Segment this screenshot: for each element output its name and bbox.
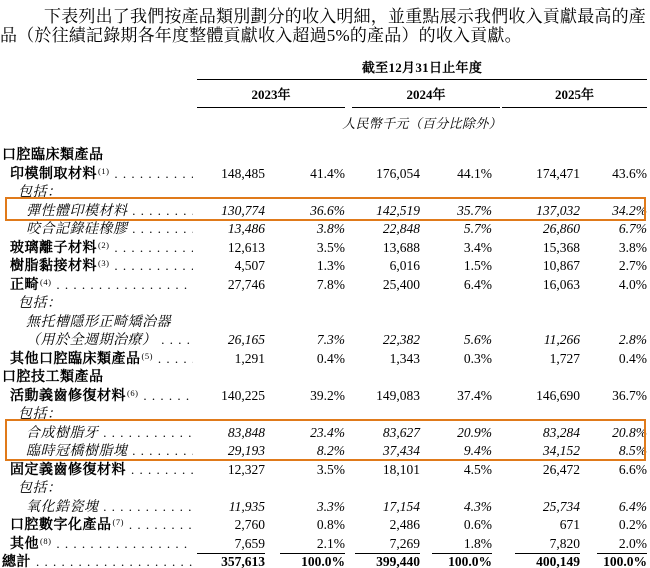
row-label-text: 印模制取材料 [10, 166, 97, 182]
cell-value: 12,327 [227, 461, 265, 477]
table-row [0, 163, 650, 182]
intro-paragraph [0, 7, 650, 45]
row-label-text: 正畸 [10, 277, 39, 293]
row-label-text: 彈性體印模材料 [26, 203, 128, 219]
cell-value: 35.7% [457, 202, 492, 218]
row-label [2, 255, 197, 275]
cell-value: 6.6% [618, 461, 647, 477]
cell-value: 23.4% [310, 424, 345, 440]
cell-value: 0.2% [618, 517, 647, 532]
table-row [0, 551, 650, 568]
cell-value: 5.6% [463, 332, 492, 347]
cell-value: 17,154 [382, 498, 420, 514]
cell-value: 3.8% [316, 221, 345, 236]
cell-value: 3.4% [463, 239, 492, 255]
cell-value: 3.8% [618, 239, 647, 255]
row-label [2, 163, 197, 183]
row-label-text: 氧化鋯瓷塊 [26, 499, 99, 515]
cell-value: 83,848 [227, 424, 265, 440]
cell-value: 36.7% [612, 387, 647, 403]
table-row [0, 144, 650, 163]
cell-value: 4.5% [463, 461, 492, 477]
table-row [0, 514, 650, 533]
table-row [0, 237, 650, 256]
table-row [0, 200, 650, 219]
table-row [0, 422, 650, 441]
cell-value: 29,193 [227, 443, 265, 458]
cell-value: 10,867 [542, 258, 580, 273]
cell-value: 1.8% [432, 536, 492, 554]
dot-leader [104, 499, 194, 515]
row-label [2, 422, 197, 442]
table-row [0, 533, 650, 552]
cell-value: 39.2% [310, 387, 345, 403]
dot-leader [129, 517, 193, 533]
cell-value: 20.9% [457, 424, 492, 440]
cell-value: 399,440 [355, 554, 420, 568]
row-label-text: 玻璃離子材料 [10, 240, 97, 256]
cell-value: 146,690 [536, 387, 580, 403]
row-label-text: 無托槽隱形正畸矯治器 [26, 314, 171, 330]
row-label [2, 385, 197, 405]
cell-value: 13,486 [227, 221, 265, 236]
cell-value: 149,083 [376, 387, 420, 403]
table-row [0, 348, 650, 367]
cell-value: 0.4% [316, 350, 345, 366]
row-label [2, 366, 647, 386]
row-label [2, 274, 197, 294]
row-label-text: （用於全週期治療） [26, 333, 157, 348]
cell-value: 7,269 [355, 536, 420, 554]
row-label-text: 口腔臨床類產品 [2, 148, 104, 163]
table-row [0, 181, 650, 200]
cell-value: 22,382 [382, 332, 420, 347]
cell-value: 18,101 [382, 461, 420, 477]
cell-value: 7.8% [316, 276, 345, 292]
cell-value: 5.7% [463, 221, 492, 236]
row-label-text: 臨時冠橋樹脂塊 [26, 444, 128, 459]
dot-leader [133, 203, 194, 219]
row-label-text: 合成樹脂牙 [26, 425, 99, 441]
cell-value: 671 [559, 517, 580, 532]
cell-value: 400,149 [515, 554, 580, 568]
cell-value: 25,400 [382, 276, 420, 292]
cell-value: 26,165 [227, 332, 265, 347]
row-label [2, 329, 197, 349]
table-row [0, 366, 650, 385]
row-label-text: 口腔技工類產品 [2, 370, 104, 385]
cell-value: 16,063 [542, 276, 580, 292]
cell-value: 2,760 [234, 517, 265, 532]
row-label [2, 440, 197, 460]
dot-leader [143, 388, 193, 404]
cell-value: 22,848 [382, 221, 420, 236]
dot-leader [56, 536, 193, 552]
footnote-marker: (5) [141, 350, 153, 361]
cell-value: 100.0% [597, 554, 647, 568]
cell-value: 26,860 [542, 221, 580, 236]
table-header [0, 57, 650, 132]
cell-value: 142,519 [376, 202, 420, 218]
cell-value: 34,152 [542, 443, 580, 458]
row-label-text: 包括： [18, 481, 62, 496]
dot-leader [114, 240, 193, 256]
intro-line: 品（於往績記錄期各年度整體貢獻收入超過5%的產品）的收入貢獻。 [0, 26, 522, 45]
cell-value: 0.4% [618, 350, 647, 366]
cell-value: 7,659 [197, 536, 265, 554]
cell-value: 1,291 [234, 350, 265, 366]
dot-leader [114, 258, 193, 274]
period-header: 截至12月31日止年度 [197, 57, 647, 80]
year-header-2025: 2025年 [502, 84, 647, 108]
table-row [0, 274, 650, 293]
dot-leader [36, 554, 193, 568]
cell-value: 100.0% [280, 554, 345, 568]
table-row [0, 311, 650, 330]
row-label [2, 292, 647, 312]
row-label [2, 551, 197, 568]
footnote-marker: (7) [112, 517, 124, 527]
table-row [0, 218, 650, 237]
row-label-text: 包括： [18, 185, 62, 200]
cell-value: 0.3% [463, 350, 492, 366]
row-label [2, 200, 197, 220]
cell-value: 6.4% [618, 498, 647, 514]
row-label-text: 包括： [18, 407, 62, 422]
row-label-text: 樹脂黏接材料 [10, 259, 97, 274]
cell-value: 83,284 [542, 424, 580, 440]
row-label [2, 403, 647, 423]
cell-value: 1.5% [463, 258, 492, 273]
year-header-2023: 2023年 [197, 84, 345, 108]
table-row [0, 329, 650, 348]
footnote-marker: (6) [127, 387, 139, 398]
year-header-2024: 2024年 [352, 84, 500, 108]
year-header-row [197, 84, 647, 108]
cell-value: 8.5% [618, 443, 647, 458]
row-label-text: 總計 [2, 555, 31, 568]
footnote-marker: (1) [98, 165, 110, 176]
table-row [0, 440, 650, 459]
cell-value: 34.2% [612, 202, 647, 218]
row-label [2, 237, 197, 257]
cell-value: 4,507 [234, 258, 265, 273]
row-label [2, 181, 647, 201]
cell-value: 3.3% [316, 498, 345, 514]
table-row [0, 403, 650, 422]
cell-value: 2.7% [618, 258, 647, 273]
cell-value: 0.8% [316, 517, 345, 532]
cell-value: 357,613 [197, 554, 265, 568]
cell-value: 8.2% [316, 443, 345, 458]
cell-value: 20.8% [612, 424, 647, 440]
cell-value: 83,627 [382, 424, 420, 440]
cell-value: 2.8% [618, 332, 647, 347]
cell-value: 6,016 [389, 258, 420, 273]
cell-value: 6.4% [463, 276, 492, 292]
cell-value: 174,471 [536, 165, 580, 181]
row-label-text: 固定義齒修復材料 [10, 462, 126, 478]
dot-leader [133, 221, 194, 237]
row-label-text: 包括： [18, 296, 62, 311]
cell-value: 2,486 [389, 517, 420, 532]
cell-value: 0.6% [463, 517, 492, 532]
intro-line: 下表列出了我們按產品類別劃分的收入明細，並重點展示我們收入貢獻最高的產 [44, 7, 646, 26]
revenue-table-body [0, 144, 650, 568]
cell-value: 3.5% [316, 461, 345, 477]
cell-value: 15,368 [542, 239, 580, 255]
cell-value: 36.6% [310, 202, 345, 218]
cell-value: 4.0% [618, 276, 647, 292]
footnote-marker: (3) [98, 258, 110, 268]
cell-value: 25,734 [542, 498, 580, 514]
cell-value: 37,434 [382, 443, 420, 458]
unit-note: 人民幣千元（百分比除外） [342, 116, 502, 131]
cell-value: 9.4% [463, 443, 492, 458]
cell-value: 27,746 [227, 276, 265, 292]
footnote-marker: (4) [40, 276, 52, 287]
cell-value: 44.1% [457, 165, 492, 181]
table-row [0, 255, 650, 274]
dot-leader [104, 425, 194, 441]
table-row [0, 477, 650, 496]
cell-value: 7.3% [316, 332, 345, 347]
cell-value: 26,472 [542, 461, 580, 477]
cell-value: 6.7% [618, 221, 647, 236]
dot-leader [56, 277, 193, 293]
dot-leader [131, 462, 193, 478]
dot-leader [162, 332, 194, 348]
cell-value: 176,054 [376, 165, 420, 181]
row-label [2, 514, 197, 534]
cell-value: 148,485 [221, 165, 265, 181]
cell-value: 13,688 [382, 239, 420, 255]
cell-value: 11,266 [543, 332, 580, 347]
row-label-text: 其他口腔臨床類產品 [10, 351, 141, 367]
cell-value: 7,820 [515, 536, 580, 554]
row-label [2, 459, 197, 479]
dot-leader [114, 166, 193, 182]
cell-value: 100.0% [432, 554, 492, 568]
cell-value: 1,727 [549, 350, 580, 366]
row-label [2, 348, 197, 368]
row-label-text: 活動義齒修復材料 [10, 388, 126, 404]
row-label-text: 咬合記錄硅橡膠 [26, 222, 128, 237]
row-label [2, 477, 647, 497]
row-label [2, 533, 197, 553]
row-label-text: 口腔數字化產品 [10, 518, 112, 533]
cell-value: 41.4% [310, 165, 345, 181]
dot-leader [133, 443, 194, 459]
cell-value: 3.5% [316, 239, 345, 255]
cell-value: 12,613 [227, 239, 265, 255]
cell-value: 4.3% [463, 498, 492, 514]
cell-value: 2.0% [597, 536, 647, 554]
cell-value: 11,935 [228, 498, 265, 514]
row-label-text: 其他 [10, 536, 39, 552]
row-label [2, 144, 647, 164]
cell-value: 140,225 [221, 387, 265, 403]
row-label [2, 311, 647, 331]
cell-value: 137,032 [536, 202, 580, 218]
cell-value: 2.1% [280, 536, 345, 554]
cell-value: 43.6% [612, 165, 647, 181]
dot-leader [158, 351, 193, 367]
table-row [0, 292, 650, 311]
table-row [0, 459, 650, 478]
cell-value: 130,774 [221, 202, 265, 218]
row-label [2, 496, 197, 516]
footnote-marker: (8) [40, 535, 52, 546]
row-label [2, 218, 197, 238]
cell-value: 1.3% [316, 258, 345, 273]
footnote-marker: (2) [98, 239, 110, 250]
cell-value: 37.4% [457, 387, 492, 403]
cell-value: 1,343 [389, 350, 420, 366]
table-row [0, 385, 650, 404]
table-row [0, 496, 650, 515]
